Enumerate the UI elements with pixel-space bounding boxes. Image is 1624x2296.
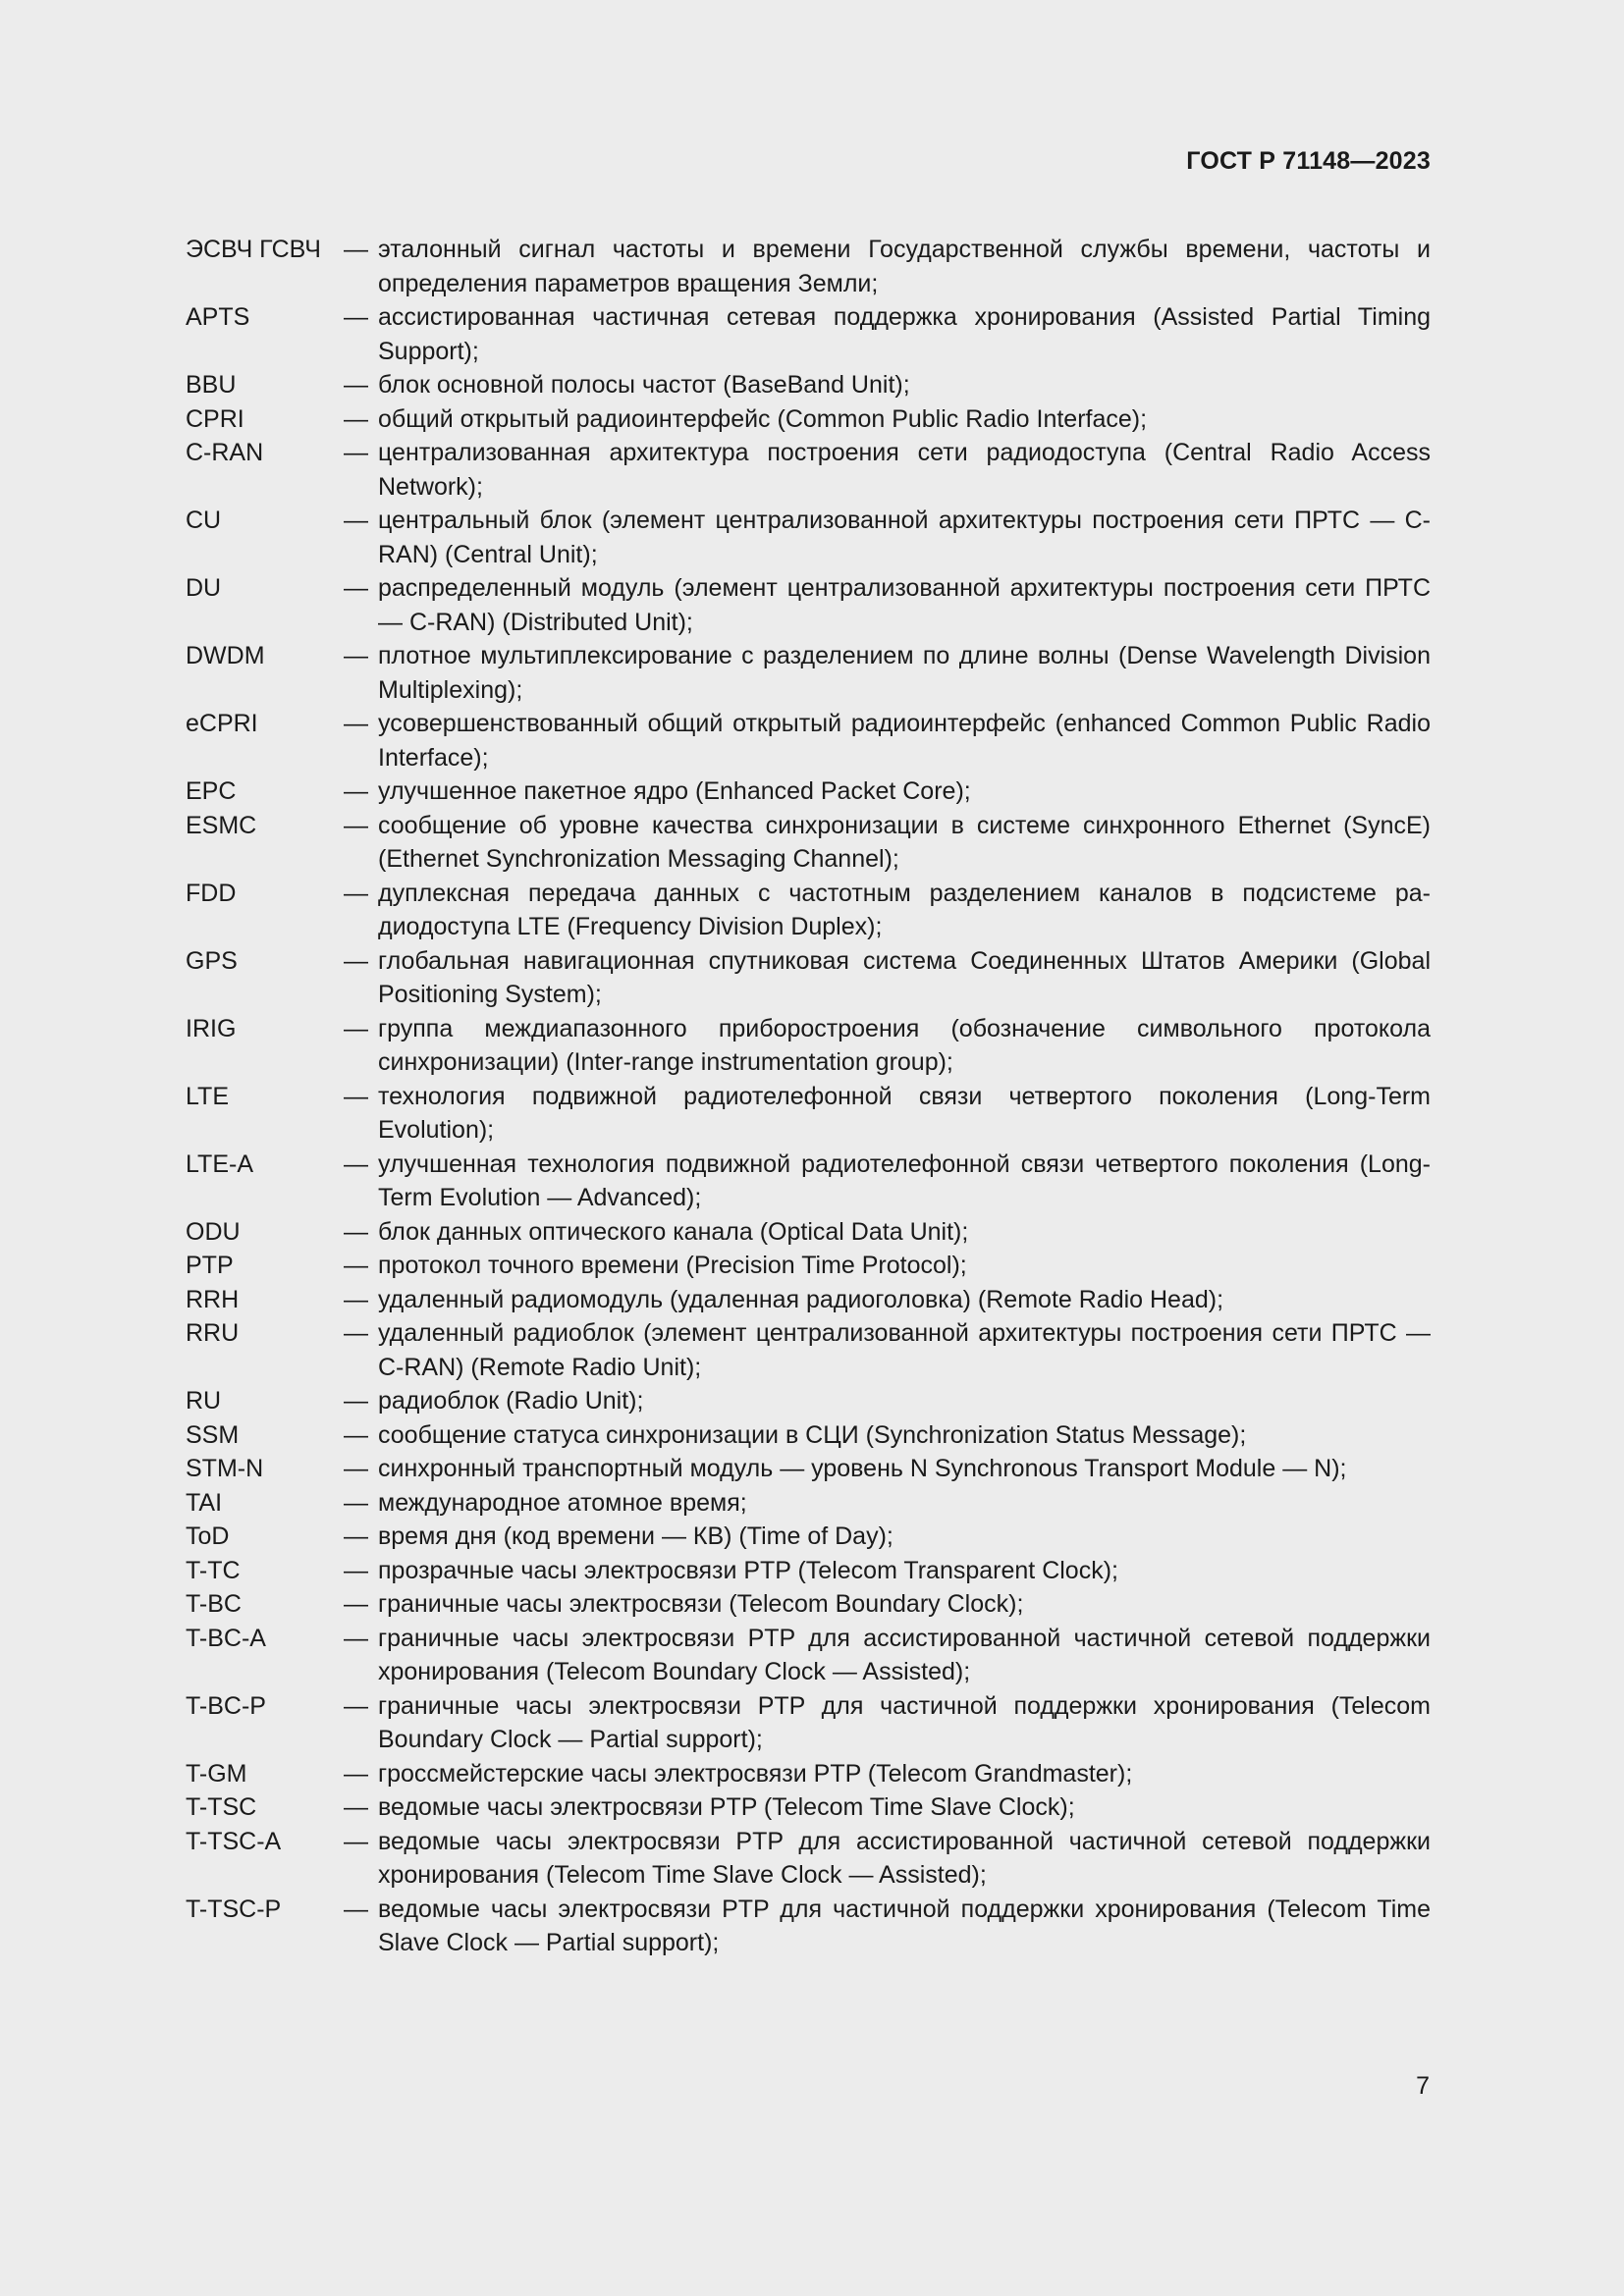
abbreviation-definition: улучшенная технология подвижной радиотелефонной связи четвертого поколения (Long-Term Evolution — Advanced); <box>378 1149 1431 1211</box>
abbreviation-definition: плотное мультиплексирование с разделением по длине волны (Dense Wavelength Division Multiplexing); <box>378 642 1431 704</box>
abbreviation-entry <box>186 877 1431 944</box>
abbreviation-dash: — <box>344 1285 368 1313</box>
abbreviation-entry <box>186 504 1431 571</box>
abbreviation-entry <box>186 233 1431 300</box>
abbreviation-entry <box>186 1418 1431 1453</box>
abbreviation-dash: — <box>344 1522 368 1550</box>
abbreviation-term: CPRI <box>186 404 244 433</box>
abbreviation-list <box>186 233 1431 1960</box>
abbreviation-dash: — <box>344 1590 368 1618</box>
abbreviation-term: C-RAN <box>186 439 264 466</box>
abbreviation-definition: блок основной полосы частот (BaseBand Unit); <box>378 371 910 399</box>
abbreviation-entry <box>186 1215 1431 1250</box>
document-header <box>1186 147 1431 176</box>
abbreviation-definition: радиоблок (Radio Unit); <box>378 1387 644 1415</box>
abbreviation-dash: — <box>344 1149 368 1178</box>
abbreviation-entry <box>186 1249 1431 1283</box>
abbreviation-dash: — <box>344 811 368 839</box>
abbreviation-definition: сообщение статуса синхронизации в СЦИ (Synchronization Status Message); <box>378 1420 1247 1449</box>
abbreviation-term: ODU <box>186 1217 241 1246</box>
abbreviation-dash: — <box>344 1793 368 1821</box>
abbreviation-term: APTS <box>186 303 250 331</box>
abbreviation-dash: — <box>344 777 368 805</box>
abbreviation-term: SSM <box>186 1420 240 1449</box>
abbreviation-entry <box>186 1148 1431 1215</box>
abbreviation-term: PTP <box>186 1252 234 1279</box>
abbreviation-entry <box>186 1012 1431 1080</box>
abbreviation-term: T-TSC-A <box>186 1827 282 1855</box>
abbreviation-entry <box>186 774 1431 809</box>
abbreviation-dash: — <box>344 1827 368 1855</box>
abbreviation-entry <box>186 707 1431 774</box>
abbreviation-term: ESMC <box>186 811 257 839</box>
abbreviation-dash: — <box>344 439 368 466</box>
abbreviation-definition: ведомые часы электросвязи PTP для частичной поддержки хронирования (Telecom Time Slave Clock — Partial support); <box>378 1895 1431 1956</box>
abbreviation-dash: — <box>344 303 368 331</box>
abbreviation-entry <box>186 368 1431 402</box>
abbreviation-definition: граничные часы электросвязи PTP для частичной поддержки хронирования (Telecom Boundary Clock — Partial support); <box>378 1691 1431 1753</box>
abbreviation-definition: централизованная архитектура построения сети радиодоступа (Central Radio Access Network); <box>378 439 1431 501</box>
abbreviation-dash: — <box>344 946 368 975</box>
abbreviation-dash: — <box>344 879 368 907</box>
abbreviation-term: FDD <box>186 879 237 907</box>
abbreviation-entry <box>186 809 1431 877</box>
abbreviation-dash: — <box>344 1556 368 1584</box>
abbreviation-definition: синхронный транспортный модуль — уровень N Synchronous Transport Module — N); <box>378 1455 1347 1482</box>
abbreviation-entry <box>186 1452 1431 1486</box>
abbreviation-definition: технология подвижной радиотелефонной связи четвертого поколения (Long-Term Evolution); <box>378 1082 1431 1144</box>
abbreviation-definition: общий открытый радиоинтерфейс (Common Public Radio Interface); <box>378 404 1148 433</box>
abbreviation-definition: улучшенное пакетное ядро (Enhanced Packet Core); <box>378 777 971 805</box>
abbreviation-entry <box>186 1486 1431 1521</box>
abbreviation-entry <box>186 1080 1431 1148</box>
abbreviation-dash: — <box>344 1014 368 1042</box>
abbreviation-definition: сообщение об уровне качества синхронизации в системе синхронного Ethernet (SyncE) (Ethernet Synchronization Messaging Channel); <box>378 811 1431 873</box>
abbreviation-dash: — <box>344 1319 368 1347</box>
abbreviation-definition: граничные часы электросвязи PTP для ассистированной частичной сетевой поддержки хронирования (Telecom Boundary Clock — Assisted); <box>378 1624 1431 1685</box>
abbreviation-term: STM-N <box>186 1455 264 1482</box>
abbreviation-term: RU <box>186 1387 222 1415</box>
abbreviation-entry <box>186 1520 1431 1554</box>
abbreviation-entry <box>186 1893 1431 1960</box>
abbreviation-dash: — <box>344 1895 368 1923</box>
abbreviation-entry <box>186 1316 1431 1384</box>
abbreviation-entry <box>186 1622 1431 1689</box>
abbreviation-dash: — <box>344 1691 368 1720</box>
abbreviation-entry <box>186 1757 1431 1791</box>
abbreviation-definition: граничные часы электросвязи (Telecom Boundary Clock); <box>378 1590 1024 1618</box>
abbreviation-definition: эталонный сигнал частоты и времени Государственной службы времени, частоты и определения параметров вращения Земли; <box>378 236 1431 297</box>
abbreviation-entry <box>186 436 1431 504</box>
abbreviation-dash: — <box>344 1420 368 1449</box>
abbreviation-entry <box>186 1790 1431 1825</box>
abbreviation-term: T-BC <box>186 1590 242 1618</box>
abbreviation-definition: гроссмейстерские часы электросвязи PTP (Telecom Grandmaster); <box>378 1759 1133 1788</box>
abbreviation-term: RRU <box>186 1319 240 1347</box>
abbreviation-definition: центральный блок (элемент централизованной архитектуры построения сети ПРТС — C-RAN) (Central Unit); <box>378 507 1431 568</box>
abbreviation-dash: — <box>344 710 368 737</box>
abbreviation-dash: — <box>344 371 368 399</box>
abbreviation-term: ToD <box>186 1522 230 1550</box>
abbreviation-term: T-TSC-P <box>186 1895 282 1923</box>
abbreviation-dash: — <box>344 1387 368 1415</box>
abbreviation-entry <box>186 1689 1431 1757</box>
abbreviation-definition: усовершенствованный общий открытый радиоинтерфейс (enhanced Common Public Radio Interface); <box>378 710 1431 772</box>
abbreviation-definition: ведомые часы электросвязи PTP (Telecom Time Slave Clock); <box>378 1793 1075 1821</box>
abbreviation-dash: — <box>344 1624 368 1652</box>
abbreviation-entry <box>186 944 1431 1012</box>
abbreviation-dash: — <box>344 1455 368 1482</box>
abbreviation-term: T-BC-P <box>186 1691 266 1720</box>
abbreviation-definition: блок данных оптического канала (Optical Data Unit); <box>378 1217 969 1246</box>
abbreviation-term: EPC <box>186 777 237 805</box>
abbreviation-term: T-BC-A <box>186 1624 266 1652</box>
abbreviation-term: BBU <box>186 371 237 399</box>
abbreviation-dash: — <box>344 1217 368 1246</box>
abbreviation-term: CU <box>186 507 222 534</box>
abbreviation-term: GPS <box>186 946 238 975</box>
abbreviation-dash: — <box>344 404 368 433</box>
abbreviation-term: T-TC <box>186 1556 241 1584</box>
abbreviation-term: T-TSC <box>186 1793 257 1821</box>
abbreviation-entry <box>186 1554 1431 1588</box>
abbreviation-term: IRIG <box>186 1014 237 1042</box>
abbreviation-entry <box>186 1283 1431 1317</box>
abbreviation-definition: глобальная навигационная спутниковая система Соединенных Штатов Америки (Global Positioning System); <box>378 946 1431 1008</box>
abbreviation-term: LTE-A <box>186 1149 253 1178</box>
abbreviation-dash: — <box>344 507 368 534</box>
abbreviation-definition: прозрачные часы электросвязи PTP (Telecom Transparent Clock); <box>378 1556 1118 1584</box>
abbreviation-dash: — <box>344 1759 368 1788</box>
abbreviation-definition: международное атомное время; <box>378 1488 747 1517</box>
abbreviation-definition: удаленный радиоблок (элемент централизованной архитектуры построения сети ПРТС — C-RAN) (Remote Radio Unit); <box>378 1319 1431 1381</box>
abbreviation-term: RRH <box>186 1285 240 1313</box>
abbreviation-definition: группа междиапазонного приборостроения (обозначение символьного протокола синхронизации) (Inter-range instrumentation group); <box>378 1014 1431 1076</box>
abbreviation-entry <box>186 1825 1431 1893</box>
abbreviation-entry <box>186 402 1431 437</box>
abbreviation-definition: протокол точного времени (Precision Time Protocol); <box>378 1252 967 1279</box>
abbreviation-term: eCPRI <box>186 710 258 737</box>
abbreviation-definition: ведомые часы электросвязи PTP для ассистированной частичной сетевой поддержки хронирования (Telecom Time Slave Clock — Assisted); <box>378 1827 1431 1889</box>
abbreviation-dash: — <box>344 574 368 602</box>
abbreviation-dash: — <box>344 1488 368 1517</box>
abbreviation-term: TAI <box>186 1488 223 1517</box>
abbreviation-definition: ассистированная частичная сетевая поддержка хронирования (Assisted Partial Timing Support); <box>378 303 1431 365</box>
abbreviation-term: LTE <box>186 1082 229 1110</box>
abbreviation-entry <box>186 300 1431 368</box>
abbreviation-definition: дуплексная передача данных с частотным разделением каналов в подсистеме радиодоступа LTE (Frequency Division Duplex); <box>378 879 1431 940</box>
abbreviation-definition: удаленный радиомодуль (удаленная радиоголовка) (Remote Radio Head); <box>378 1285 1224 1313</box>
abbreviation-term: DWDM <box>186 642 265 669</box>
abbreviation-dash: — <box>344 1082 368 1110</box>
abbreviation-term: T-GM <box>186 1759 247 1788</box>
abbreviation-entry <box>186 1587 1431 1622</box>
abbreviation-term: ЭСВЧ ГСВЧ <box>186 236 321 263</box>
abbreviation-definition: распределенный модуль (элемент централизованной архитектуры построения сети ПРТС — C-RAN) (Distributed Unit); <box>378 574 1431 636</box>
abbreviation-entry <box>186 1384 1431 1418</box>
abbreviation-dash: — <box>344 236 368 263</box>
abbreviation-term: DU <box>186 574 222 602</box>
abbreviation-definition: время дня (код времени — КВ) (Time of Day); <box>378 1522 893 1550</box>
abbreviation-entry <box>186 571 1431 639</box>
page-number: 7 <box>1416 2072 1430 2100</box>
abbreviation-entry <box>186 639 1431 707</box>
abbreviation-dash: — <box>344 1252 368 1279</box>
abbreviation-dash: — <box>344 642 368 669</box>
document-id: ГОСТ Р 71148—2023 <box>1186 147 1431 175</box>
